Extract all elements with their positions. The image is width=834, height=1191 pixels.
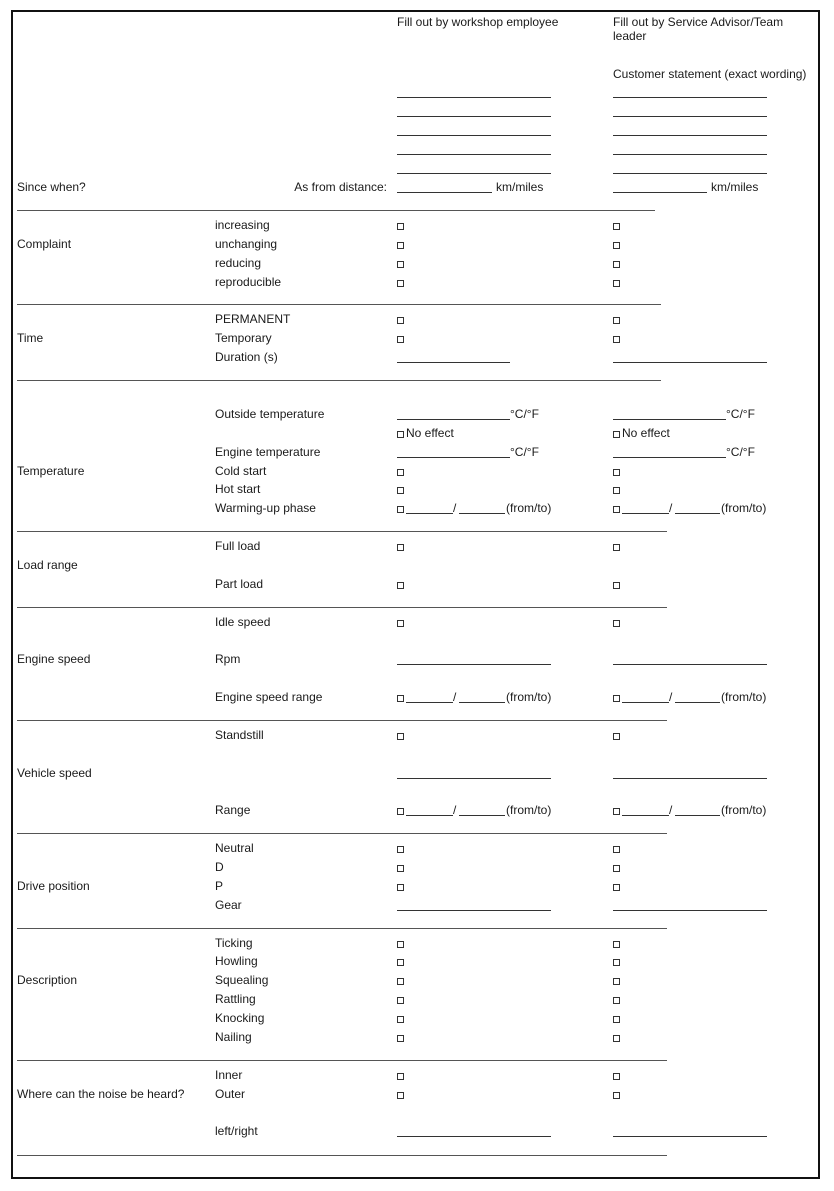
slash: /: [453, 690, 457, 704]
section-divider: [17, 833, 667, 834]
workshop-checkbox[interactable]: [397, 223, 404, 230]
engine-temperature-label: Engine temperature: [215, 445, 321, 459]
workshop-checkbox[interactable]: [397, 261, 404, 268]
workshop-gear-field[interactable]: [397, 910, 551, 911]
advisor-checkbox[interactable]: [613, 695, 620, 702]
drive-option: P: [215, 879, 224, 893]
advisor-engine-temp-field[interactable]: [613, 457, 726, 458]
workshop-to-field[interactable]: [459, 702, 505, 703]
slash: /: [669, 501, 673, 515]
form-frame: [11, 10, 820, 1179]
advisor-checkbox[interactable]: [613, 1092, 620, 1099]
temperature-label: Temperature: [17, 464, 85, 478]
workshop-checkbox[interactable]: [397, 544, 404, 551]
time-option: PERMANENT: [215, 312, 291, 326]
complaint-option: reproducible: [215, 275, 282, 289]
distance-label: As from distance:: [294, 180, 387, 194]
advisor-no-effect[interactable]: [613, 426, 670, 440]
drive-position-label: Drive position: [17, 879, 90, 893]
noise-option: left/right: [215, 1124, 258, 1138]
workshop-checkbox[interactable]: [397, 941, 404, 948]
section-divider: [17, 1060, 667, 1061]
workshop-checkbox[interactable]: [397, 808, 404, 815]
standstill-label: Standstill: [215, 728, 264, 742]
section-divider: [17, 380, 661, 381]
workshop-distance-field[interactable]: [397, 192, 492, 193]
advisor-checkbox[interactable]: [613, 1016, 620, 1023]
workshop-heading: Fill out by workshop employee: [397, 15, 559, 29]
workshop-checkbox[interactable]: [397, 959, 404, 966]
cold-start-label: Cold start: [215, 464, 267, 478]
advisor-line[interactable]: [613, 116, 767, 117]
workshop-checkbox[interactable]: [397, 695, 404, 702]
advisor-checkbox[interactable]: [613, 978, 620, 985]
temp-unit: °C/°F: [726, 407, 755, 421]
temp-unit: °C/°F: [726, 445, 755, 459]
description-option: Squealing: [215, 973, 269, 987]
from-to-label: (from/to): [721, 690, 767, 704]
customer-statement-label: Customer statement (exact wording): [613, 67, 807, 81]
workshop-line[interactable]: [397, 154, 551, 155]
advisor-checkbox[interactable]: [613, 620, 620, 627]
advisor-to-field[interactable]: [675, 702, 720, 703]
workshop-duration-field[interactable]: [397, 362, 510, 363]
drive-option: Neutral: [215, 841, 254, 855]
temp-unit: °C/°F: [510, 407, 539, 421]
description-option: Rattling: [215, 992, 256, 1006]
from-to-label: (from/to): [721, 803, 767, 817]
advisor-checkbox[interactable]: [613, 941, 620, 948]
workshop-checkbox[interactable]: [397, 884, 404, 891]
advisor-checkbox[interactable]: [613, 884, 620, 891]
workshop-line[interactable]: [397, 116, 551, 117]
workshop-checkbox[interactable]: [397, 997, 404, 1004]
advisor-checkbox[interactable]: [613, 280, 620, 287]
since-when-label: Since when?: [17, 180, 86, 194]
noise-option: Outer: [215, 1087, 246, 1101]
workshop-checkbox[interactable]: [397, 1035, 404, 1042]
workshop-left-right-field[interactable]: [397, 1136, 551, 1137]
advisor-checkbox[interactable]: [613, 544, 620, 551]
engine-speed-label: Engine speed: [17, 652, 91, 666]
warming-up-label: Warming-up phase: [215, 501, 316, 515]
advisor-distance-field[interactable]: [613, 192, 707, 193]
workshop-line[interactable]: [397, 97, 551, 98]
advisor-from-field[interactable]: [622, 702, 669, 703]
workshop-checkbox[interactable]: [397, 1092, 404, 1099]
advisor-checkbox[interactable]: [613, 223, 620, 230]
advisor-from-field[interactable]: [622, 815, 669, 816]
drive-option: D: [215, 860, 224, 874]
section-divider: [17, 720, 667, 721]
workshop-checkbox[interactable]: [397, 865, 404, 872]
noise-option: Inner: [215, 1068, 243, 1082]
from-to-label: (from/to): [506, 803, 552, 817]
advisor-checkbox[interactable]: [613, 959, 620, 966]
advisor-checkbox[interactable]: [613, 1035, 620, 1042]
advisor-checkbox[interactable]: [613, 506, 620, 513]
no-effect-label: No effect: [622, 426, 670, 440]
load-range-label: Load range: [17, 558, 78, 572]
advisor-checkbox[interactable]: [613, 846, 620, 853]
workshop-vehicle-speed-field[interactable]: [397, 778, 551, 779]
advisor-gear-field[interactable]: [613, 910, 767, 911]
workshop-checkbox[interactable]: [397, 242, 404, 249]
workshop-line[interactable]: [397, 173, 551, 174]
advisor-to-field[interactable]: [675, 815, 720, 816]
section-divider: [17, 928, 667, 929]
section-divider: [17, 531, 667, 532]
from-to-label: (from/to): [721, 501, 767, 515]
slash: /: [453, 501, 457, 515]
workshop-distance-unit: km/miles: [496, 180, 544, 194]
workshop-from-field[interactable]: [406, 513, 453, 514]
complaint-option: unchanging: [215, 237, 278, 251]
vehicle-speed-label: Vehicle speed: [17, 766, 92, 780]
workshop-from-field[interactable]: [406, 815, 453, 816]
section-divider: [17, 304, 661, 305]
advisor-rpm-field[interactable]: [613, 664, 767, 665]
workshop-rpm-field[interactable]: [397, 664, 551, 665]
workshop-checkbox[interactable]: [397, 280, 404, 287]
advisor-to-field[interactable]: [675, 513, 720, 514]
time-label: Time: [17, 331, 44, 345]
description-option: Nailing: [215, 1030, 252, 1044]
advisor-checkbox[interactable]: [613, 865, 620, 872]
description-label: Description: [17, 973, 78, 987]
idle-speed-label: Idle speed: [215, 615, 271, 629]
from-to-label: (from/to): [506, 690, 552, 704]
time-option: Temporary: [215, 331, 272, 345]
workshop-line[interactable]: [397, 135, 551, 136]
workshop-engine-temp-field[interactable]: [397, 457, 510, 458]
workshop-outside-temp-field[interactable]: [397, 419, 510, 420]
workshop-checkbox[interactable]: [397, 336, 404, 343]
workshop-to-field[interactable]: [459, 815, 505, 816]
advisor-checkbox[interactable]: [613, 317, 620, 324]
advisor-checkbox[interactable]: [613, 808, 620, 815]
workshop-checkbox[interactable]: [397, 978, 404, 985]
advisor-heading: Fill out by Service Advisor/Team leader: [613, 15, 784, 43]
complaint-label: Complaint: [17, 237, 72, 251]
advisor-outside-temp-field[interactable]: [613, 419, 726, 420]
full-load-label: Full load: [215, 539, 261, 553]
no-effect-checkbox[interactable]: [613, 431, 620, 438]
section-divider: [17, 607, 667, 608]
outside-temperature-label: Outside temperature: [215, 407, 325, 421]
range-label: Range: [215, 803, 251, 817]
advisor-checkbox[interactable]: [613, 1073, 620, 1080]
workshop-checkbox[interactable]: [397, 620, 404, 627]
advisor-checkbox[interactable]: [613, 469, 620, 476]
drive-option: Gear: [215, 898, 242, 912]
advisor-checkbox[interactable]: [613, 487, 620, 494]
workshop-checkbox[interactable]: [397, 1073, 404, 1080]
advisor-checkbox[interactable]: [613, 582, 620, 589]
workshop-from-field[interactable]: [406, 702, 453, 703]
section-divider: [17, 1155, 667, 1156]
advisor-line[interactable]: [613, 173, 767, 174]
no-effect-label: No effect: [406, 426, 454, 440]
slash: /: [453, 803, 457, 817]
description-option: Knocking: [215, 1011, 265, 1025]
slash: /: [669, 803, 673, 817]
section-divider: [17, 210, 655, 211]
time-option: Duration (s): [215, 350, 278, 364]
workshop-checkbox[interactable]: [397, 582, 404, 589]
workshop-checkbox[interactable]: [397, 733, 404, 740]
advisor-line[interactable]: [613, 154, 767, 155]
part-load-label: Part load: [215, 577, 264, 591]
engine-speed-range-label: Engine speed range: [215, 690, 323, 704]
advisor-checkbox[interactable]: [613, 733, 620, 740]
workshop-checkbox[interactable]: [397, 506, 404, 513]
workshop-to-field[interactable]: [459, 513, 505, 514]
workshop-checkbox[interactable]: [397, 317, 404, 324]
advisor-vehicle-speed-field[interactable]: [613, 778, 767, 779]
advisor-left-right-field[interactable]: [613, 1136, 767, 1137]
advisor-checkbox[interactable]: [613, 242, 620, 249]
advisor-checkbox[interactable]: [613, 261, 620, 268]
advisor-line[interactable]: [613, 97, 767, 98]
workshop-checkbox[interactable]: [397, 846, 404, 853]
advisor-duration-field[interactable]: [613, 362, 767, 363]
workshop-checkbox[interactable]: [397, 487, 404, 494]
description-option: Ticking: [215, 936, 253, 950]
advisor-from-field[interactable]: [622, 513, 669, 514]
complaint-option: increasing: [215, 218, 270, 232]
complaint-option: reducing: [215, 256, 262, 270]
from-to-label: (from/to): [506, 501, 552, 515]
workshop-no-effect[interactable]: [397, 426, 454, 440]
slash: /: [669, 690, 673, 704]
noise-location-label: Where can the noise be heard?: [17, 1087, 185, 1101]
description-option: Howling: [215, 954, 258, 968]
advisor-distance-unit: km/miles: [711, 180, 759, 194]
advisor-checkbox[interactable]: [613, 336, 620, 343]
workshop-checkbox[interactable]: [397, 469, 404, 476]
temp-unit: °C/°F: [510, 445, 539, 459]
hot-start-label: Hot start: [215, 482, 261, 496]
no-effect-checkbox[interactable]: [397, 431, 404, 438]
advisor-checkbox[interactable]: [613, 997, 620, 1004]
advisor-line[interactable]: [613, 135, 767, 136]
rpm-label: Rpm: [215, 652, 241, 666]
workshop-checkbox[interactable]: [397, 1016, 404, 1023]
